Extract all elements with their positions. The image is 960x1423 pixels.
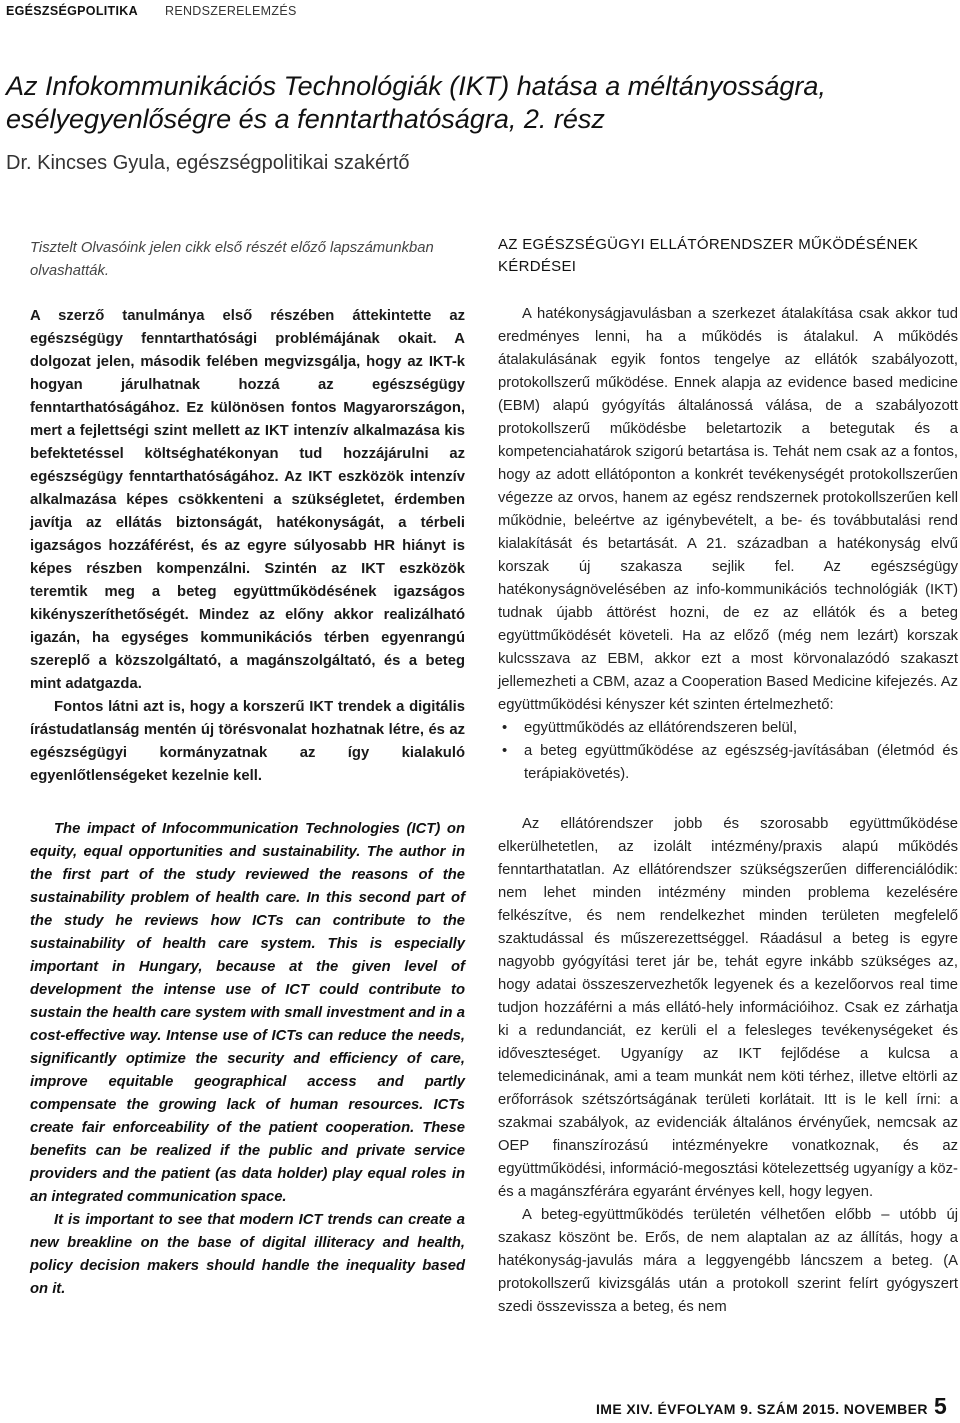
abstract-en-paragraph: It is important to see that modern ICT trends can create a new breakline on the base of digital illiteracy and health, policy decision makers should handle the inequality based on it.: [30, 1212, 465, 1297]
abstract-en-paragraph: The impact of Infocommunication Technologies (ICT) on equity, equal opportunities and sustainability. The author in the first part of the study reviewed the reasons of the sustainability problem of health care. In this second part of the study he reviews how ICTs can contribute to the sustainability of health care system. This is especially important in Hungary, because at the given level of development the intense use of ICT could contribute to sustain the health care system with small investment and in a cost-effective way. Intense use of ICTs can reduce the needs, significantly optimize the security and efficiency of care, improve equitable geographical access and partly compensate the growing lack of human resources. ICTs create fair enforceability of the patient cooperation. These benefits can be realized if the public and private service providers and the patient (as data holder) play equal roles in an integrated communication space.: [30, 821, 465, 1205]
section-label: EGÉSZSÉGPOLITIKA: [6, 4, 138, 18]
bullet-icon: •: [502, 720, 508, 736]
article-author: Dr. Kincses Gyula, egészségpolitikai szakértő: [6, 152, 410, 174]
page-footer: [0, 1395, 960, 1423]
top-navigation: [0, 0, 960, 24]
hungarian-abstract: [30, 305, 465, 788]
body-paragraph: A beteg-együttműködés területén vélhetően előbb – utóbb új szakasz köszönt be. Erős, de nem alaptalan az az állítás, hogy a hatékonyság-javulás mára a leggyengébb láncszem a beteg. (A protokollszerű kivizsgálás után a protokoll szerint felírt gyógyszert szedi összevissza a beteg, és nem: [498, 1207, 958, 1315]
page-number: 5: [934, 1393, 947, 1419]
body-paragraph: A hatékonyságjavulásban a szerkezet átalakítása csak akkor tud eredményes lenni, ha a működés is átalakul. A működés átalakulásának egyik fontos tengelye az ellátók szabályozott, protokollszerű működése. Ennek alapja az evidence based medicine (EBM) alapú gyógyítás általánossá válása, de a szabályozott protokollszerű működésbe beletartozik a betegutak és a kompetenciahatárok szigorú betartása is. Tehát nem csak az a fontos, hogy az adott ellátóponton a konkrét tevékenységét protokollszerűen végezze az orvos, hanem az egész rendszernek protokollszerűen kell működnie, beleértve az igénybevételt, a be- és továbbutalási rend kialakítását és betartását. A 21. században a hatékonyság elvű korszak új szakasza sejlik fel. Az egészségügy hatékonyságnövelésében az info-kommunikációs technológiák (IKT) tudnak újabb áttörést hozni, de ez az ellátók és a beteg együttműködését követeli. Ha az előző (még nem lezárt) korszak kulcsszava az EBM, akkor ezt a most körvonalazódó szakaszt jellemezheti a CBM, azaz a Cooperation Based Medicine kifejezés. Az együttműködési kényszer két szinten értelmezhető:: [498, 306, 958, 713]
lead-note: Tisztelt Olvasóink jelen cikk első részét előző lapszámunkban olvashatták.: [30, 240, 434, 279]
issue-label: IME XIV. ÉVFOLYAM 9. SZÁM 2015. NOVEMBER: [596, 1401, 928, 1417]
english-abstract: [30, 818, 465, 1301]
list-item: [498, 717, 958, 740]
bullet-icon: •: [502, 743, 508, 759]
abstract-hu-paragraph: A szerző tanulmánya első részében áttekintette az egészségügy fenntarthatósági problémájának okait. A dolgozat jelen, második felében megvizsgálja, hogy az IKT-k hogyan járulhatnak hozzá az egészségügy fenntarthatóságához. Ez különösen fontos Magyarországon, mert a fejlettségi szint mellett az IKT intenzív alkalmazása kis befektetéssel költséghatékonyan tud hozzájárulni az egészségügy fenntarthatóságához. Az IKT eszközök intenzív alkalmazása képes csökkenteni a szükségletet, érdemben javítja az ellátás biztonságát, hatékonyságát, a térbeli igazságos hozzáférést, és az egyre súlyosabb HR hiányt is képes részben kompenzálni. Szintén az IKT eszközök teremtik meg a beteg együttműködésének igazságos kikényszeríthetőségét. Mindez az előny akkor realizálható igazán, ha egységes kommunikációs térben egyenrangú szereplő a közszolgáltató, a magánszolgáltató, és a beteg mint adatgazda.: [30, 308, 465, 692]
subsection-label: RENDSZERELEMZÉS: [165, 4, 297, 18]
body-paragraph: Az ellátórendszer jobb és szorosabb együttműködése elkerülhetetlen, az izolált intézmény/praxis alapú működés fenntarthatatlan. Az ellátórendszer szükségszerűen differenciálódik: nem lehet minden intézmény minden problema kezelésére felkészítve, és nem rendelkezhet minden területen megfelelő szaktudással és műszerezettséggel. Ráadásul a beteg is egyre nagyobb gyógyítási teret jár be, tehát egyre inkább szükséges az, hogy adatai összeszervezhetők legyenek és a kezelőorvos real time tudjon hozzáférni a más ellátó-hely információihoz. Csak ez zárhatja ki a redundanciát, ez kerüli el a felesleges tevékenységeket és időveszteséget. Ugyanígy az IKT fejlődése a kulcsa a telemedicinának, ami a team munkát nem köti térhez, illetve eltörli az erőforrások szétszórtságának területi korlátait. Itt is le kell írni: a szakmai szabályok, az evidenciák általános érvényűek, nemcsak az OEP finanszírozású intézményekre vonatkoznak, és az együttműködési, információ-megosztási kötelezettség ugyanígy a köz- és a magánszférára egyaránt érvényes kell, hogy legyen.: [498, 816, 958, 1200]
section-heading: AZ EGÉSZSÉGÜGYI ELLÁTÓRENDSZER MŰKÖDÉSÉNEK KÉRDÉSEI: [498, 236, 919, 275]
list-item-text: együttműködés az ellátórendszeren belül,: [524, 720, 798, 736]
list-item: [498, 740, 958, 786]
body-column: [498, 303, 958, 1319]
article-title: Az Infokommunikációs Technológiák (IKT) hatása a méltányosságra, esélyegyenlőségre és a fenntarthatóságra, 2. rész: [6, 71, 826, 134]
bullet-list: [498, 717, 958, 786]
list-item-text: a beteg együttműködése az egészség-javításában (életmód és terápiakövetés).: [524, 743, 958, 782]
abstract-hu-paragraph: Fontos látni azt is, hogy a korszerű IKT trendek a digitális írástudatlanság mentén új törésvonalat hozhatnak létre, és az egészségügyi kormányzatnak az így kialakuló egyenlőtlenségeket kezelnie kell.: [30, 699, 465, 784]
